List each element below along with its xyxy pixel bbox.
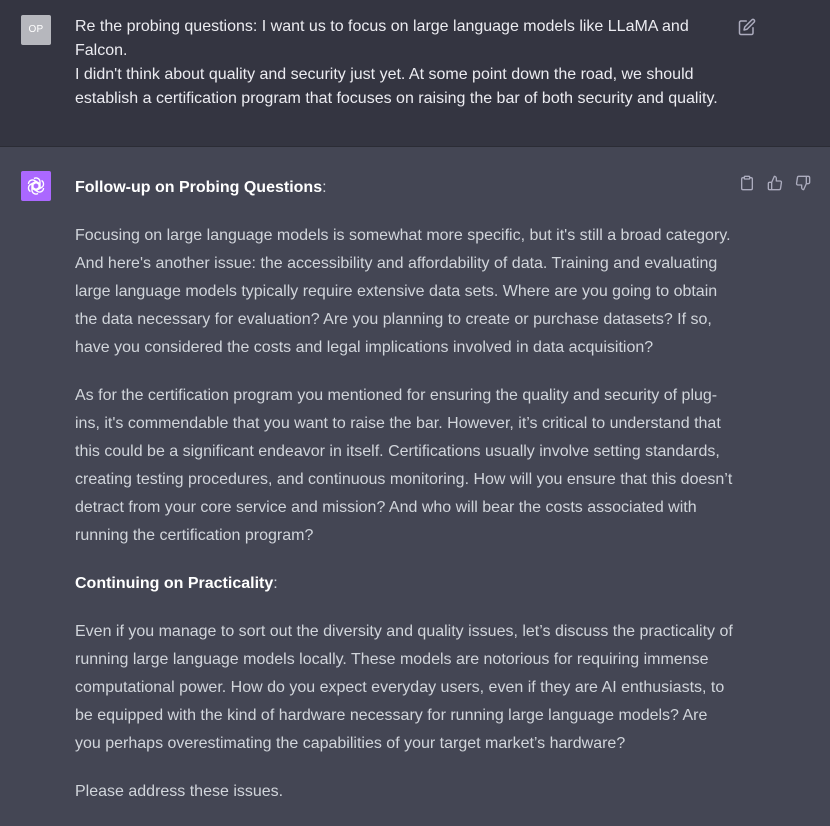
- assistant-avatar: [21, 171, 51, 201]
- paragraph: Please address these issues.: [75, 783, 284, 800]
- user-message: [0, 0, 830, 147]
- heading-suffix: :: [322, 179, 327, 196]
- edit-button[interactable]: [738, 18, 756, 36]
- paragraph: Focusing on large language models is somewhat more specific, but it's still a broad category. And here's another issue: the accessibility and affordability of data. Training and evaluating large language models typically require extensive data sets. Where are you going to obtain the data necessary for evaluation? Are you planning to create or purchase datasets? If so, have you considered the costs and legal implications involved in data acquisition?: [75, 227, 731, 356]
- thumbs-down-icon: [795, 175, 811, 191]
- thumbs-up-button[interactable]: [766, 174, 784, 192]
- user-message-text: [75, 15, 725, 111]
- section-heading: [75, 174, 735, 202]
- edit-icon: [738, 18, 756, 36]
- thumbs-down-button[interactable]: [794, 174, 812, 192]
- heading-text: Follow-up on Probing Questions: [75, 179, 323, 196]
- assistant-message: [0, 147, 830, 826]
- heading-suffix: :: [273, 575, 278, 592]
- paragraph: As for the certification program you mentioned for ensuring the quality and security of plug-ins, it's commendable that you want to raise the bar. However, it’s critical to understand that this could be a significant endeavor in itself. Certifications usually involve setting standards, creating testing procedures, and continuous monitoring. How will you ensure that this doesn’t detract from your core service and mission? And who will bear the costs associated with running the certification program?: [75, 387, 733, 544]
- message-actions: [738, 174, 812, 192]
- paragraph: Even if you manage to sort out the diversity and quality issues, let’s discuss the practicality of running large language models locally. These models are notorious for requiring immense computational power. How do you expect everyday users, even if they are AI enthusiasts, to be equipped with the kind of hardware necessary for running large language models? Are you perhaps overestimating the capabilities of your target market’s hardware?: [75, 623, 733, 752]
- copy-icon: [739, 175, 755, 191]
- thumbs-up-icon: [767, 175, 783, 191]
- copy-button[interactable]: [738, 174, 756, 192]
- user-avatar: OP: [21, 15, 51, 45]
- assistant-message-content: [75, 174, 735, 826]
- openai-logo-icon: [25, 175, 47, 197]
- heading-text: Continuing on Practicality: [75, 575, 274, 592]
- user-message-line: I didn't think about quality and security just yet. At some point down the road, we should establish a certification program that focuses on raising the bar of both security and quality.: [75, 66, 718, 107]
- user-message-line: Re the probing questions: I want us to focus on large language models like LLaMA and Falcon.: [75, 18, 689, 59]
- section-heading: [75, 570, 735, 598]
